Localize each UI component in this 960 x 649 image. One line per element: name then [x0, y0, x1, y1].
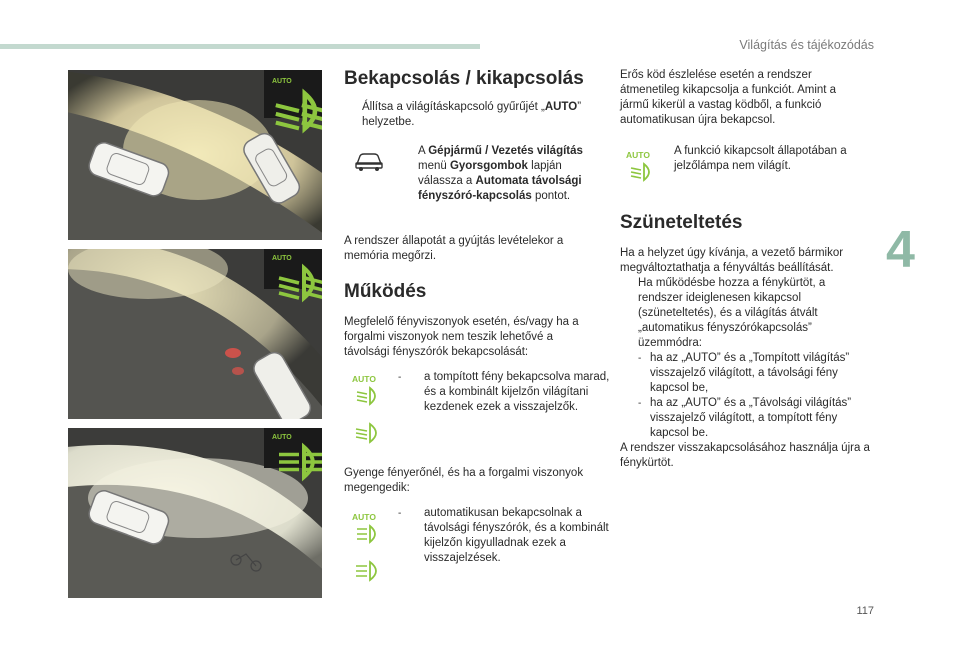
- auto-off-indicator: [626, 150, 660, 184]
- dash-mark: -: [638, 353, 642, 364]
- fog-note: Erős köd észlelése esetén a rendszer átmenetileg kikapcsolja a funkciót. Amint a jármű kikerül a vastag ködből, a funkció automatikusan újra bekapcsol.: [620, 69, 837, 126]
- weak-light-intro: Gyenge fényerőnél, és ha a forgalmi viszonyok megengedik:: [344, 467, 584, 494]
- car-menu-icon: [354, 150, 384, 172]
- dashboard-panel: [264, 249, 322, 289]
- col1: [344, 68, 610, 596]
- auto-label: AUTO: [272, 78, 292, 85]
- dashboard-panel: [264, 428, 322, 468]
- heading-operation: Működés: [344, 281, 427, 302]
- pause-intro: Ha a helyzet úgy kívánja, a vezető bármikor megváltoztathatja a fényváltás beállítását.: [620, 247, 844, 274]
- section-title: Világítás és tájékozódás: [739, 38, 874, 52]
- header-bar: [0, 44, 480, 49]
- highbeam-indicator: [354, 560, 384, 582]
- reactivate-note: A rendszer visszakapcsolásához használja újra a fénykürtöt.: [620, 442, 870, 469]
- illustration-oncoming-traffic: [68, 249, 322, 419]
- heading-on-off: Bekapcsolás / kikapcsolás: [344, 68, 584, 89]
- page-number: 117: [856, 605, 874, 617]
- dash-mark: -: [398, 372, 402, 383]
- col2: [620, 68, 875, 471]
- lowbeam-icon: [296, 263, 322, 303]
- svg-text:AUTO: AUTO: [352, 512, 376, 522]
- dash-mark: -: [398, 508, 402, 519]
- heading-pause: Szüneteltetés: [620, 212, 743, 233]
- auto-label: AUTO: [272, 255, 292, 262]
- pause-sub2: - ha az „AUTO” és a „Távolsági világítás” visszajelző világított, a tompított fény kapcsol be.: [638, 397, 852, 439]
- dash-mark: -: [638, 398, 642, 409]
- pause-bullet: Ha működésbe hozza a fénykürtöt, a rendszer ideiglenesen kikapcsol (szüneteltetés), és a világítás átvált „automatikus fényszórókapcsolás” üzemmódra:: [638, 277, 826, 349]
- operation-case-highbeam: AUTO - automatikusan bekapcsolnak a távolsági fényszórók, és a kombinált kijelzőn kigyulladnak ezek a visszajelzések.: [344, 506, 604, 596]
- highbeam-icon: [296, 442, 322, 482]
- svg-text:AUTO: AUTO: [626, 150, 650, 160]
- auto-lowbeam-indicator: [352, 374, 384, 408]
- step-menu: A Gépjármű / Vezetés világítás menü Gyorsgombok lapján válassza a Automata távolsági fényszóró-kapcsolás pontot.: [344, 144, 604, 226]
- pause-sub1: - ha az „AUTO” és a „Tompított világítás” visszajelző világított, a távolsági fény kapcsol be,: [638, 352, 850, 394]
- operation-intro: Megfelelő fényviszonyok esetén, és/vagy ha a forgalmi viszonyok nem teszik lehetővé a távolsági fényszórók bekapcsolását:: [344, 316, 579, 358]
- lowbeam-indicator: [354, 422, 384, 444]
- off-state-text: A funkció kikapcsolt állapotában a jelzőlámpa nem világít.: [674, 145, 847, 172]
- step-turn-ring: Állítsa a világításkapcsoló gyűrűjét „AUTO” helyzetbe.: [362, 101, 582, 128]
- illustration-highbeam: [68, 428, 322, 598]
- operation-case-lowbeam: AUTO - a tompított fény bekapcsolva marad, és a kombinált kijelzőn világítani kezdenek ezek a visszajelzők.: [344, 370, 604, 460]
- lowbeam-icon: [296, 87, 322, 135]
- svg-text:AUTO: AUTO: [352, 374, 376, 384]
- memory-note: A rendszer állapotát a gyújtás levételekor a memória megőrzi.: [344, 235, 564, 262]
- off-state-note: [620, 144, 875, 190]
- illustration-auto-lowbeam: [68, 70, 322, 240]
- auto-label: AUTO: [272, 434, 292, 441]
- auto-highbeam-indicator: [352, 512, 384, 546]
- chapter-number: 4: [886, 221, 915, 279]
- dashboard-panel: [264, 70, 322, 118]
